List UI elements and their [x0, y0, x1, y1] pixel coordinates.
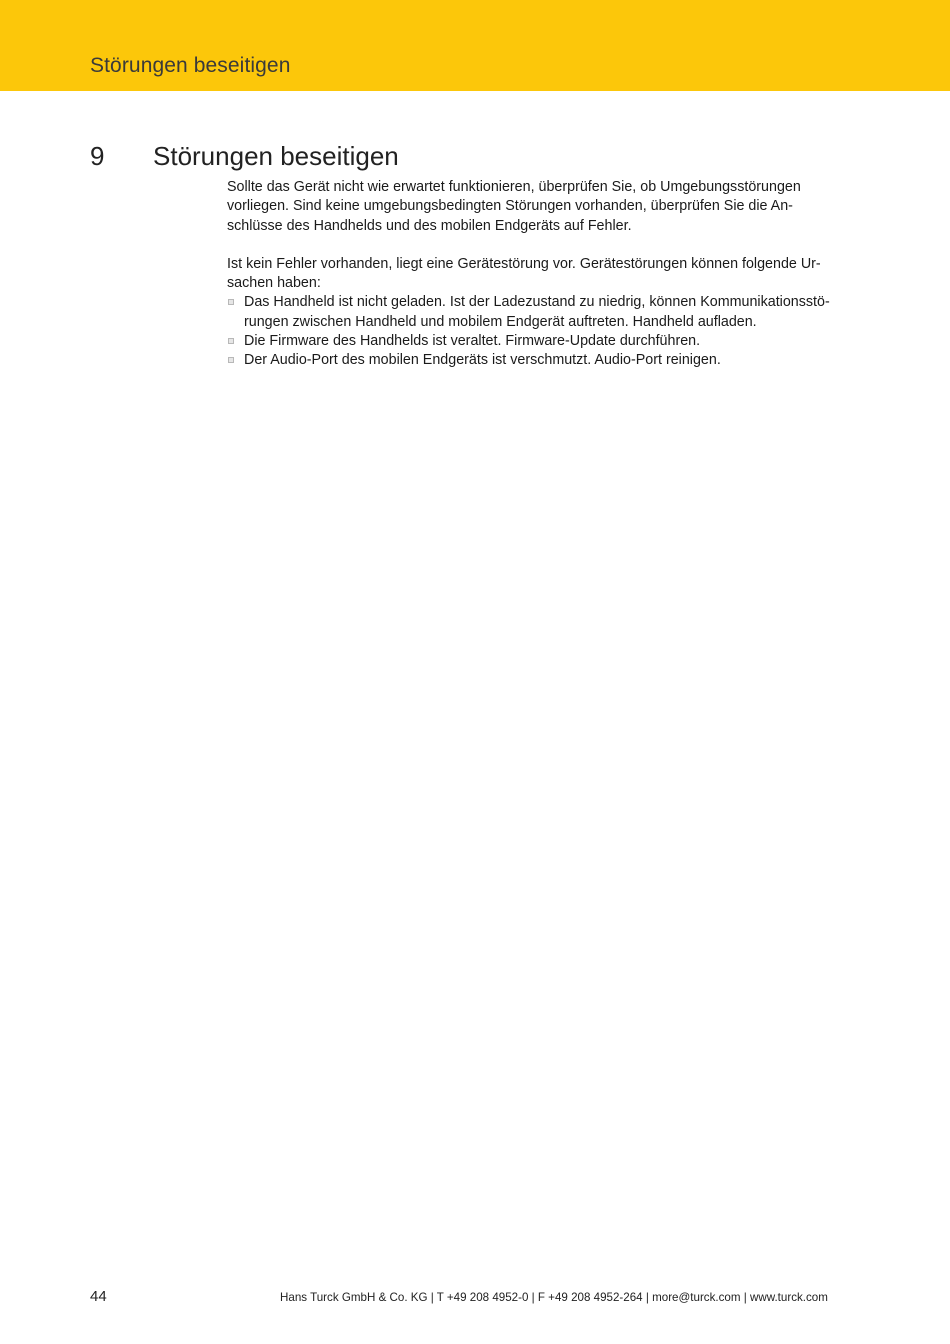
list-item-line: Die Firmware des Handhelds ist veraltet. Firmware-Update durchführen.: [244, 333, 701, 350]
list-item-line: Der Audio-Port des mobilen Endgeräts ist verschmutzt. Audio-Port reinigen.: [244, 352, 721, 369]
list-item-line: rungen zwischen Handheld und mobilem Endgerät auftreten. Handheld aufladen.: [244, 313, 757, 330]
causes-line: Ist kein Fehler vorhanden, liegt eine Gerätestörung vor. Gerätestörungen können folgende Ur-: [227, 255, 821, 272]
page-number: 44: [90, 1288, 107, 1305]
chapter-number: 9: [90, 141, 105, 171]
list-item-line: Das Handheld ist nicht geladen. Ist der Ladezustand zu niedrig, können Kommunikationsstö-: [244, 294, 830, 311]
footer-contact: Hans Turck GmbH & Co. KG | T +49 208 4952-0 | F +49 208 4952-264 | more@turck.com | www.turck.com: [280, 1291, 828, 1304]
bullet-square-icon: [228, 357, 234, 363]
intro-line: schlüsse des Handhelds und des mobilen Endgeräts auf Fehler.: [227, 217, 632, 234]
causes-line: sachen haben:: [227, 275, 321, 292]
chapter-content: [227, 178, 867, 371]
bullet-square-icon: [228, 338, 234, 344]
list-item: [227, 293, 867, 332]
chapter-title: Störungen beseitigen: [153, 141, 399, 171]
bullet-square-icon: [228, 299, 234, 305]
list-item: [227, 351, 867, 370]
header-title: Störungen beseitigen: [90, 54, 291, 77]
causes-paragraph: [227, 255, 867, 294]
list-item: [227, 332, 867, 351]
header-band: [0, 0, 950, 91]
intro-line: vorliegen. Sind keine umgebungsbedingten Störungen vorhanden, überprüfen Sie die An-: [227, 198, 793, 215]
causes-list: [227, 293, 867, 370]
intro-paragraph: [227, 178, 867, 236]
intro-line: Sollte das Gerät nicht wie erwartet funktionieren, überprüfen Sie, ob Umgebungsstörungen: [227, 179, 801, 195]
paragraph-spacer: [227, 236, 867, 255]
